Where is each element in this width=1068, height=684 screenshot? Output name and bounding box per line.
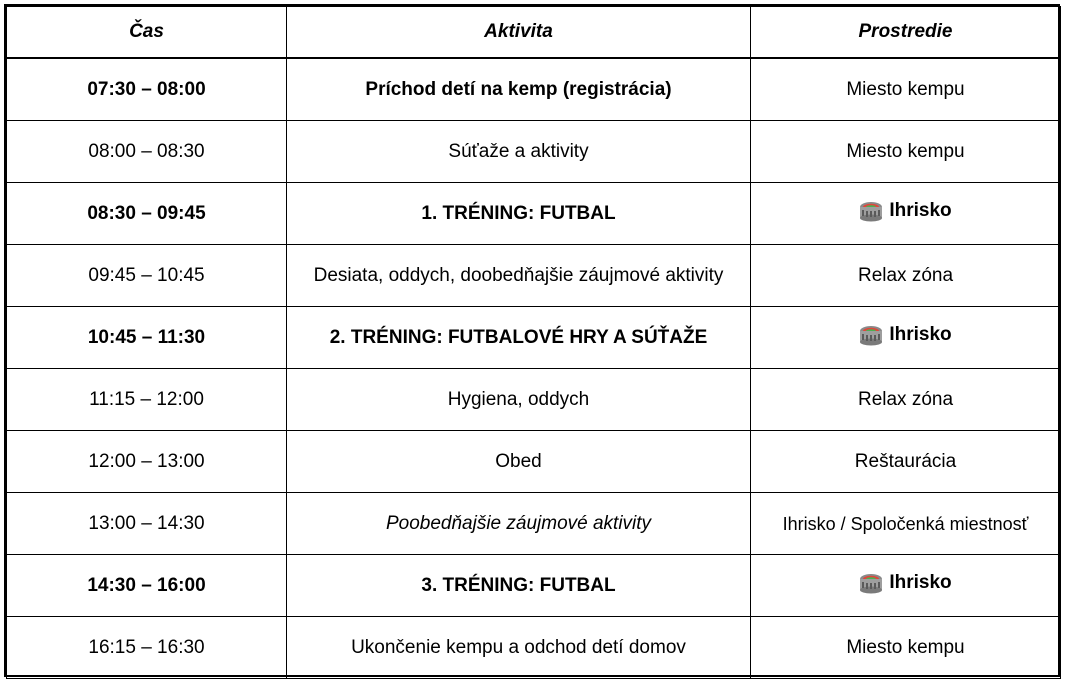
table-row: [7, 493, 1061, 555]
activity-cell: Desiata, oddych, doobedňajšie záujmové aktivity: [287, 245, 751, 307]
table-row: [7, 307, 1061, 369]
environment-label: Ihrisko / Spoločenká miestnosť: [782, 513, 1029, 534]
activity-cell: Príchod detí na kemp (registrácia): [287, 58, 751, 121]
time-cell: 09:45 – 10:45: [7, 245, 287, 307]
stadium-icon: [859, 572, 883, 594]
time-cell: 08:00 – 08:30: [7, 121, 287, 183]
stadium-icon: [859, 324, 883, 346]
header-time: Čas: [7, 7, 287, 59]
environment-cell: [751, 121, 1061, 183]
header-activity: Aktivita: [287, 7, 751, 59]
activity-cell: 3. TRÉNING: FUTBAL: [287, 555, 751, 617]
time-cell: 12:00 – 13:00: [7, 431, 287, 493]
environment-label: Ihrisko: [889, 200, 952, 221]
environment-cell: [751, 431, 1061, 493]
schedule-sheet: [4, 4, 1060, 677]
table-row: [7, 617, 1061, 679]
table-row: [7, 121, 1061, 183]
environment-cell: [751, 245, 1061, 307]
time-cell: 07:30 – 08:00: [7, 58, 287, 121]
header-environment: Prostredie: [751, 7, 1061, 59]
table-row: [7, 183, 1061, 245]
environment-label: Ihrisko: [889, 324, 952, 345]
environment-cell: [751, 369, 1061, 431]
activity-cell: 2. TRÉNING: FUTBALOVÉ HRY A SÚŤAŽE: [287, 307, 751, 369]
environment-label: Miesto kempu: [846, 636, 965, 658]
environment-label: Miesto kempu: [846, 78, 965, 100]
table-row: [7, 245, 1061, 307]
stadium-icon: [859, 200, 883, 222]
environment-label: Ihrisko: [889, 572, 952, 593]
environment-cell: [751, 617, 1061, 679]
activity-cell: Poobedňajšie záujmové aktivity: [287, 493, 751, 555]
environment-cell: [751, 493, 1061, 555]
header-row: [7, 7, 1061, 59]
time-cell: 16:15 – 16:30: [7, 617, 287, 679]
environment-label: Relax zóna: [857, 264, 954, 286]
environment-cell: [751, 58, 1061, 121]
environment-label: Miesto kempu: [846, 140, 965, 162]
environment-label: Relax zóna: [857, 388, 954, 410]
time-cell: 10:45 – 11:30: [7, 307, 287, 369]
table-row: [7, 58, 1061, 121]
time-cell: 08:30 – 09:45: [7, 183, 287, 245]
time-cell: 14:30 – 16:00: [7, 555, 287, 617]
environment-label: Reštaurácia: [854, 450, 957, 472]
table-row: [7, 555, 1061, 617]
activity-cell: Ukončenie kempu a odchod detí domov: [287, 617, 751, 679]
time-cell: 13:00 – 14:30: [7, 493, 287, 555]
environment-cell: [751, 183, 1061, 245]
activity-cell: Hygiena, oddych: [287, 369, 751, 431]
activity-cell: 1. TRÉNING: FUTBAL: [287, 183, 751, 245]
schedule-table: [6, 6, 1061, 679]
activity-cell: Obed: [287, 431, 751, 493]
time-cell: 11:15 – 12:00: [7, 369, 287, 431]
environment-cell: [751, 555, 1061, 617]
environment-cell: [751, 307, 1061, 369]
activity-cell: Súťaže a aktivity: [287, 121, 751, 183]
table-row: [7, 431, 1061, 493]
table-row: [7, 369, 1061, 431]
